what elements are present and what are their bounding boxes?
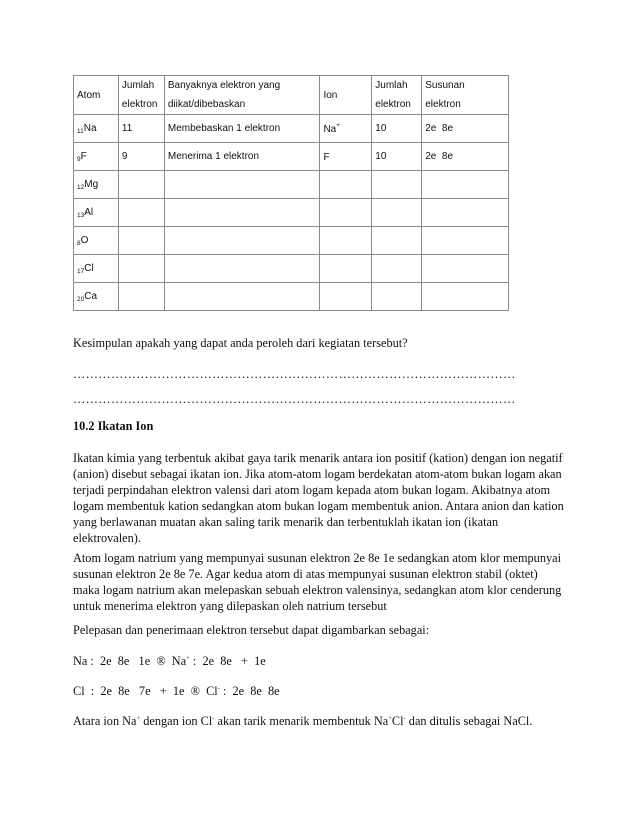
atom-ion-table bbox=[73, 75, 509, 311]
atomic-number: 11 bbox=[77, 127, 84, 135]
cell-atom bbox=[74, 199, 119, 227]
cell-atom bbox=[74, 115, 119, 143]
cell-jumlah-value: 9 bbox=[121, 151, 128, 162]
header-ion bbox=[320, 76, 372, 115]
final-part-5: dan ditulis sebagai NaCl. bbox=[405, 714, 533, 728]
header-jumlah-ion-line2: elektron bbox=[375, 99, 411, 110]
cell-jumlah-ion bbox=[372, 227, 422, 255]
atomic-number: 20 bbox=[77, 295, 85, 303]
ion-charge: + bbox=[336, 122, 341, 129]
table-row-f bbox=[74, 143, 509, 171]
equation-cl-charge: - bbox=[217, 685, 220, 692]
cell-banyak bbox=[164, 283, 320, 311]
atomic-number: 9 bbox=[77, 155, 81, 163]
cell-jumlah-ion bbox=[372, 283, 422, 311]
cell-banyak bbox=[164, 227, 320, 255]
ion-symbol: F bbox=[323, 152, 330, 163]
cell-ion bbox=[320, 171, 372, 199]
cell-atom bbox=[74, 255, 119, 283]
paragraph-natrium-klor: Atom logam natrium yang mempunyai susunan elektron 2e 8e 1e sedangkan atom klor mempunyai susunan elektron 2e 8e 7e. Agar kedua atom di atas mempunyai susunan elektron stabil (oktet) maka logam natrium akan melepaskan sebuah elektron valensinya, sedangkan atom klor cenderung untuk menerima elektron yang dilepaskan oleh natrium tersebut bbox=[73, 551, 562, 613]
cell-ion bbox=[320, 227, 372, 255]
cell-jumlah-ion-value: 10 bbox=[375, 151, 387, 162]
cell-banyak bbox=[164, 199, 320, 227]
header-ion-label: Ion bbox=[323, 89, 338, 101]
table-header-row bbox=[74, 76, 509, 115]
element-symbol: Cl bbox=[84, 262, 94, 274]
cell-atom bbox=[74, 143, 119, 171]
final-charge-1: + bbox=[136, 715, 141, 722]
cell-susunan bbox=[422, 227, 509, 255]
cell-susunan bbox=[422, 283, 509, 311]
cell-banyak-value: Membebaskan 1 elektron bbox=[167, 123, 281, 134]
header-banyak-elektron bbox=[164, 76, 320, 115]
cell-jumlah-ion bbox=[372, 171, 422, 199]
cell-susunan bbox=[422, 255, 509, 283]
equation-cl bbox=[73, 681, 573, 699]
table-row-na bbox=[74, 115, 509, 143]
cell-banyak bbox=[164, 115, 320, 143]
final-charge-2: - bbox=[212, 715, 215, 722]
final-charge-4: - bbox=[403, 715, 406, 722]
final-charge-3: + bbox=[388, 715, 392, 722]
header-susunan-line1: Susunan bbox=[425, 80, 465, 91]
cell-jumlah bbox=[118, 255, 164, 283]
cell-banyak bbox=[164, 255, 320, 283]
equation-na-left: Na : 2e 8e 1e ® Na bbox=[73, 654, 187, 668]
cell-jumlah-ion bbox=[372, 255, 422, 283]
ion-symbol: Na bbox=[323, 124, 337, 135]
cell-jumlah bbox=[118, 115, 164, 143]
answer-line-1: …………………………………………………………………………………………… bbox=[73, 367, 516, 381]
paragraph-pelepasan: Pelepasan dan penerimaan elektron tersebut dapat digambarkan sebagai: bbox=[73, 623, 430, 637]
atomic-number: 12 bbox=[77, 183, 85, 191]
final-part-1: Atara ion Na bbox=[73, 714, 137, 728]
atomic-number: 17 bbox=[77, 267, 85, 275]
cell-jumlah bbox=[118, 171, 164, 199]
header-banyak-line2: diikat/dibebaskan bbox=[167, 99, 246, 110]
cell-ion bbox=[320, 255, 372, 283]
cell-susunan bbox=[422, 143, 509, 171]
question-text: Kesimpulan apakah yang dapat anda peroleh dari kegiatan tersebut? bbox=[73, 336, 408, 350]
cell-jumlah bbox=[118, 199, 164, 227]
final-statement bbox=[73, 711, 573, 729]
table-row-cl bbox=[74, 255, 509, 283]
header-atom-label: Atom bbox=[77, 89, 101, 101]
cell-jumlah-ion bbox=[372, 199, 422, 227]
equation-na-right: : 2e 8e + 1e bbox=[189, 654, 266, 668]
atomic-number: 8 bbox=[77, 239, 81, 247]
cell-jumlah-value: 11 bbox=[121, 123, 133, 134]
cell-jumlah bbox=[118, 143, 164, 171]
equation-cl-left: Cl : 2e 8e 7e + 1e ® Cl bbox=[73, 684, 218, 698]
cell-ion bbox=[320, 115, 372, 143]
cell-jumlah bbox=[118, 227, 164, 255]
element-symbol: O bbox=[80, 234, 89, 246]
table-row-o bbox=[74, 227, 509, 255]
cell-susunan-value: 2e 8e bbox=[425, 151, 454, 162]
cell-atom bbox=[74, 171, 119, 199]
header-atom bbox=[74, 76, 119, 115]
cell-jumlah-ion bbox=[372, 115, 422, 143]
cell-atom bbox=[74, 227, 119, 255]
equation-na bbox=[73, 651, 573, 669]
table-row-ca bbox=[74, 283, 509, 311]
element-symbol: Ca bbox=[84, 290, 98, 302]
cell-atom bbox=[74, 283, 119, 311]
cell-jumlah-ion-value: 10 bbox=[375, 123, 387, 134]
header-susunan-line2: elektron bbox=[425, 99, 461, 110]
header-jumlah-elektron-line2: elektron bbox=[121, 99, 158, 110]
final-part-4: Cl bbox=[391, 714, 404, 728]
cell-jumlah-ion bbox=[372, 143, 422, 171]
paragraph-ikatan-ion: Ikatan kimia yang terbentuk akibat gaya tarik menarik antara ion positif (kation) dengan ion negatif (anion) disebut sebagai ikatan ion. Jika atom-atom logam berdekatan atom-atom bukan logam akan terjadi perpindahan elektron valensi dari atom logam kepada atom bukan logam. Akibatnya atom logam membentuk kation sedangkan atom bukan logam membentuk anion. Antara anion dan kation yang berlawanan muatan akan saling tarik menarik dan terbentuklah ikatan ion (ikatan elektrovalen). bbox=[73, 451, 564, 545]
cell-ion bbox=[320, 283, 372, 311]
cell-ion bbox=[320, 199, 372, 227]
atomic-number: 13 bbox=[77, 211, 85, 219]
header-jumlah-elektron bbox=[118, 76, 164, 115]
cell-susunan bbox=[422, 171, 509, 199]
header-susunan-elektron bbox=[422, 76, 509, 115]
cell-ion bbox=[320, 143, 372, 171]
cell-susunan bbox=[422, 199, 509, 227]
equation-cl-right: : 2e 8e 8e bbox=[219, 684, 280, 698]
final-part-3: akan tarik menarik membentuk Na bbox=[214, 714, 389, 728]
cell-banyak bbox=[164, 143, 320, 171]
cell-susunan-value: 2e 8e bbox=[425, 123, 454, 134]
section-heading: 10.2 Ikatan Ion bbox=[73, 419, 154, 433]
cell-banyak bbox=[164, 171, 320, 199]
final-part-2: dengan ion Cl bbox=[140, 714, 213, 728]
header-jumlah-elektron-ion bbox=[372, 76, 422, 115]
answer-line-2: …………………………………………………………………………………………… bbox=[73, 392, 516, 406]
table-row-mg bbox=[74, 171, 509, 199]
cell-susunan bbox=[422, 115, 509, 143]
header-banyak-line1: Banyaknya elektron yang bbox=[167, 80, 281, 91]
header-jumlah-elektron-line1: Jumlah bbox=[121, 80, 155, 91]
element-symbol: Al bbox=[84, 206, 94, 218]
cell-banyak-value: Menerima 1 elektron bbox=[167, 151, 260, 162]
cell-jumlah bbox=[118, 283, 164, 311]
table-row-al bbox=[74, 199, 509, 227]
equation-na-charge: + bbox=[186, 655, 190, 662]
element-symbol: Mg bbox=[84, 178, 99, 190]
header-jumlah-ion-line1: Jumlah bbox=[375, 80, 408, 91]
element-symbol: F bbox=[80, 150, 87, 162]
element-symbol: Na bbox=[83, 122, 97, 134]
